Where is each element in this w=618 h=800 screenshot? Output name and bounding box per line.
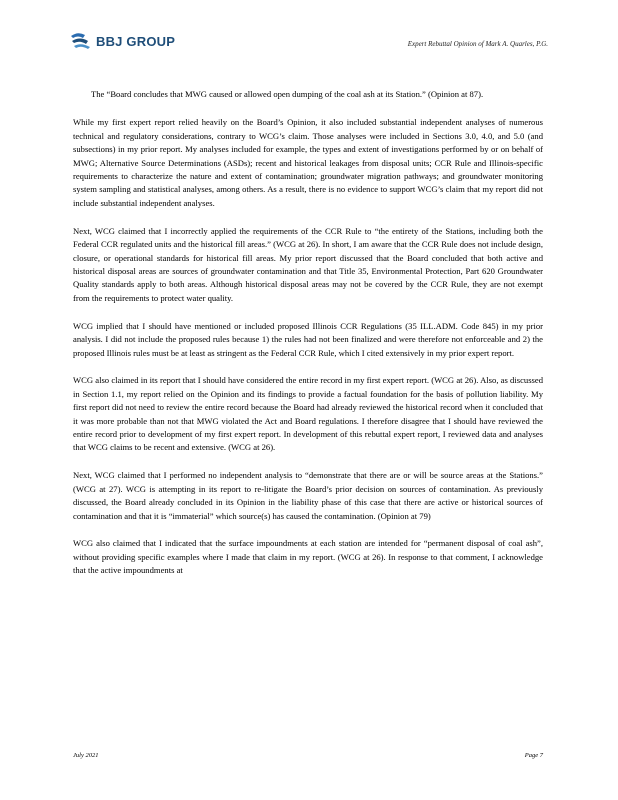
bullet-item: [73, 88, 543, 101]
bullet-marker: [73, 88, 91, 101]
page-header: [70, 32, 548, 54]
page-footer: [73, 752, 543, 764]
paragraph: WCG also claimed that I indicated that the surface impoundments at each station are intended for “permanent disposal of coal ash”, without providing specific examples where I made that claim in my report. (WCG at 26). In response to that comment, I acknowledge that the active impoundments at: [73, 538, 543, 576]
bbj-logo-icon: [70, 32, 92, 50]
paragraph: Next, WCG claimed that I incorrectly applied the requirements of the CCR Rule to “the entirety of the Stations, including both the Federal CCR regulated units and the historical fill areas.” (WCG at 26). In short, I am aware that the CCR Rule does not include design, closure, or operational standards for historical fill areas. My prior report discussed that the Board concluded that both active and historical disposal areas are sources of groundwater contamination and that Title 35, Environmental Protection, Part 620 Groundwater Quality standards apply to both areas. Although historical disposal areas may not be covered by the CCR Rule, they are not exempt from the requirements to protect water quality.: [73, 225, 543, 303]
document-title: Expert Rebuttal Opinion of Mark A. Quarles, P.G.: [407, 40, 548, 48]
page-number: Page 7: [524, 752, 543, 759]
company-logo: [70, 32, 175, 50]
footer-date: July 2021: [73, 752, 99, 759]
bullet-text: The “Board concludes that MWG caused or allowed open dumping of the coal ash at its Station.” (Opinion at 87).: [91, 89, 484, 99]
paragraph: WCG implied that I should have mentioned or included proposed Illinois CCR Regulations (35 ILL.ADM. Code 845) in my prior analysis. I did not include the proposed rules because 1) the rules had not been finalized and were therefore not enforceable and 2) the proposed Illinois rules must be at least as stringent as the Federal CCR Rule, which I cited extensively in my prior expert report.: [73, 320, 543, 358]
body-content: [73, 88, 543, 592]
paragraph: WCG also claimed in its report that I should have considered the entire record in my first expert report. (WCG at 26). Also, as discussed in Section 1.1, my report relied on the Opinion and its findings to provide a factual foundation for the basis of pollution liability. My first report did not need to review the entire record because the Board had already reviewed the historical record when it concluded that it was more probable than not that MWG violated the Act and Board regulations. I therefore disagree that I should have reviewed the entire record prior to development of my first expert report. In development of this rebuttal expert report, I reviewed data and analyses that WCG claims to be recent and extensive. (WCG at 26).: [73, 375, 543, 453]
logo-text: BBJ GROUP: [96, 33, 176, 49]
paragraph: While my first expert report relied heavily on the Board’s Opinion, it also included substantial independent analyses of numerous technical and regulatory considerations, contrary to WCG’s claim. Those analyses were included in Sections 3.0, 4.0, and 5.0 (and subsections) in my prior report. My analyses included for example, the types and extent of investigations performed by or on behalf of MWG; Alternative Source Determinations (ASDs); recent and historical leakages from disposal units; CCR Rule and Illinois-specific requirements to characterize the nature and extent of contamination; groundwater migration pathways; and groundwater monitoring system sampling and statistical analyses, among others. As a result, there is no evidence to support WCG’s claim that my report did not include substantial independent analyses.: [73, 117, 543, 208]
paragraph: Next, WCG claimed that I performed no independent analysis to “demonstrate that there are or will be source areas at the Stations.” (WCG at 27). WCG is attempting in its report to re-litigate the Board’s prior decision on sources of contamination. As previously discussed, the Board already concluded in its Opinion in the liability phase of this case that there are active or historical sources of contamination and that it is “immaterial” which source(s) has caused the contamination. (Opinion at 79): [73, 470, 543, 521]
